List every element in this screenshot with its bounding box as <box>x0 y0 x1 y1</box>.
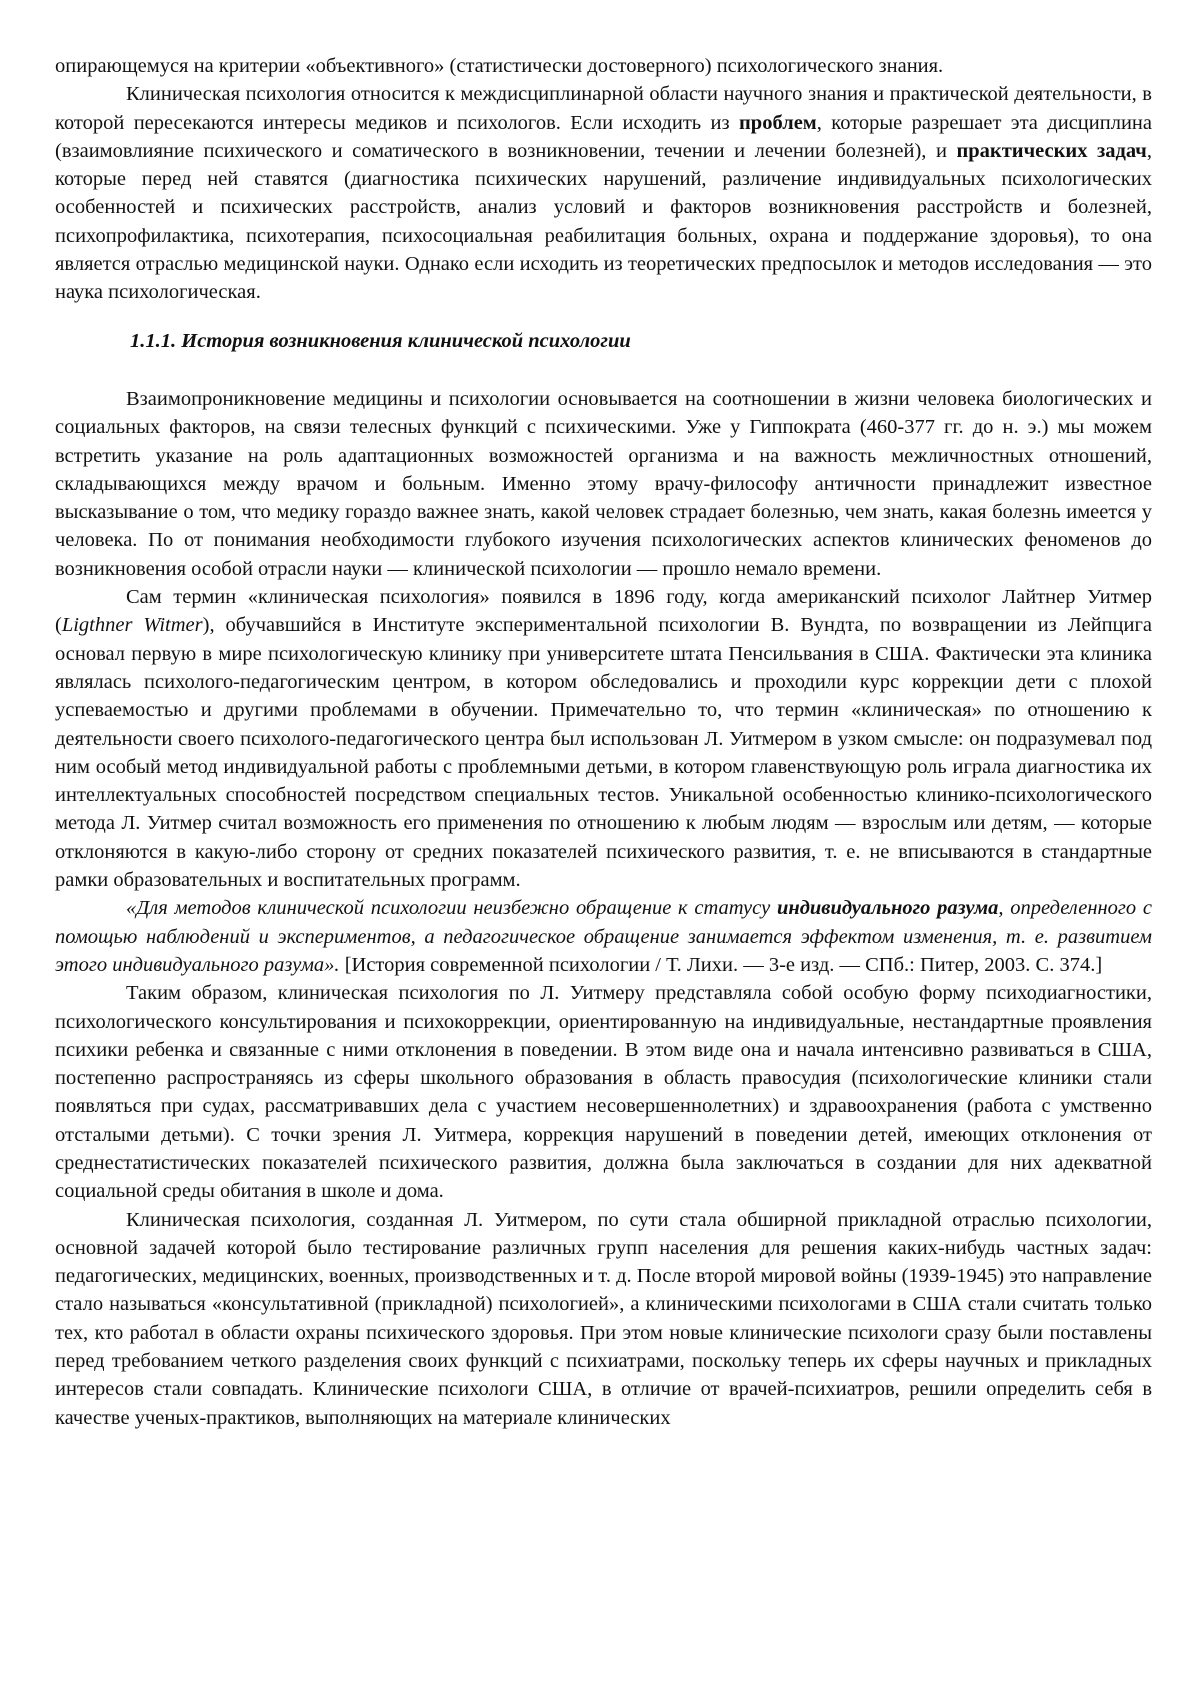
italic-name-witmer: Ligthner Witmer <box>62 614 203 636</box>
text-run: Клиническая психология относится к междисциплинарной области научного знания и практической деятельности, в которой пересекаются интересы медиков и психологов. Если исходить из <box>55 83 1152 133</box>
text-run: , которые перед ней ставятся (диагностика психических нарушений, различение индивидуальных психологических особенностей и психических расстройств, анализ условий и факторов возникновения расстройств и болезней, психопрофилактика, психотерапия, психосоциальная реабилитация больных, охрана и поддержание здоровья), то она является отраслью медицинской науки. Однако если исходить из теоретических предпосылок и методов исследования — это наука психологическая. <box>55 140 1152 303</box>
document-page <box>55 52 1152 1432</box>
text-run: , которые разрешает эта дисциплина (взаимовлияние психического и соматического в возникновении, течении и лечении болезней), и <box>55 112 1152 162</box>
bold-term-practical-tasks: практических задач <box>956 140 1146 162</box>
text-run: «Для методов клинической психологии неизбежно обращение к статусу <box>126 897 777 919</box>
text-run: , определенного с помощью наблюдений и экспериментов, а педагогическое обращение занимается эффектом изменения, т. е. развитием этого индивидуального разума». <box>55 897 1152 976</box>
bold-term-problems: проблем <box>739 112 817 134</box>
paragraph-development: Клиническая психология, созданная Л. Уитмером, по сути стала обширной прикладной отраслью психологии, основной задачей которой было тестирование различных групп населения для решения каких-нибудь частных задач: педагогических, медицинских, военных, производственных и т. д. После второй мировой войны (1939-1945) это направление стало называться «консультативной (прикладной) психологией», а клиническими психологами в США стали считать только тех, кто работал в области охраны психического здоровья. При этом новые клинические психологи сразу были поставлены перед требованием четкого разделения своих функций с психиатрами, поскольку теперь их сферы научных и прикладных интересов стали совпадать. Клинические психологи США, в отличие от врачей-психиатров, решили определить себя в качестве ученых-практиков, выполняющих на материале клинических <box>55 1206 1152 1432</box>
paragraph-continuation: опирающемуся на критерии «объективного» (статистически достоверного) психологического знания. <box>55 52 1152 80</box>
text-run: ), обучавшийся в Институте экспериментальной психологии В. Вундта, по возвращении из Лейпцига основал первую в мире психологическую клинику при университете штата Пенсильвания в США. Фактически эта клиника являлась психолого-педагогическим центром, в котором обследовались и проходили курс коррекции дети с плохой успеваемостью и другими проблемами в обучении. Примечательно то, что термин «клиническая» по отношению к деятельности своего психолого-педагогического центра был использован Л. Уитмером в узком смысле: он подразумевал под ним особый метод индивидуальной работы с проблемными детьми, в котором главенствующую роль играла диагностика их интеллектуальных способностей посредством специальных тестов. Уникальной особенностью клинико-психологического метода Л. Уитмер считал возможность его применения по отношению к любым людям — взрослым или детям, — которые отклоняются в какую-либо сторону от средних показателей психического развития, т. е. не вписываются в стандартные рамки образовательных и воспитательных программ. <box>55 614 1152 891</box>
bold-term-individual-mind: индивидуального разума <box>777 897 998 919</box>
text-run: Сам термин «клиническая психология» появился в 1896 году, когда американский психолог Лайтнер Уитмер ( <box>55 586 1152 636</box>
section-heading: 1.1.1. История возникновения клинической психологии <box>55 327 1152 355</box>
paragraph-hippocrates: Взаимопроникновение медицины и психологии основывается на соотношении в жизни человека биологических и социальных факторов, на связи телесных функций с психическими. Уже у Гиппократа (460-377 гг. до н. э.) мы можем встретить указание на роль адаптационных возможностей организма и на важность межличностных отношений, складывающихся между врачом и больным. Именно этому врачу-философу античности принадлежит известное высказывание о том, что медику гораздо важнее знать, какой человек страдает болезнью, чем знать, какая болезнь имеется у человека. По от понимания необходимости глубокого изучения психологических аспектов клинических феноменов до возникновения особой отрасли науки — клинической психологии — прошло немало времени. <box>55 385 1152 583</box>
quote-citation: [История современной психологии / Т. Лихи. — 3-е изд. — СПб.: Питер, 2003. С. 374.] <box>340 954 1103 976</box>
paragraph-witmer <box>55 583 1152 894</box>
paragraph-definition <box>55 80 1152 306</box>
paragraph-summary: Таким образом, клиническая психология по Л. Уитмеру представляла собой особую форму психодиагностики, психологического консультирования и психокоррекции, ориентированную на индивидуальные, нестандартные проявления психики ребенка и связанные с ними отклонения в поведении. В этом виде она и начала интенсивно развиваться в США, постепенно распространяясь из сферы школьного образования в область правосудия (психологические клиники стали появляться при судах, рассматривавших дела с участием несовершеннолетних) и здравоохранения (работа с умственно отсталыми детьми). С точки зрения Л. Уитмера, коррекция нарушений в поведении детей, имеющих отклонения от среднестатистических показателей психического развития, должна была заключаться в создании для них адекватной социальной среды обитания в школе и дома. <box>55 979 1152 1205</box>
paragraph-quote <box>55 894 1152 979</box>
